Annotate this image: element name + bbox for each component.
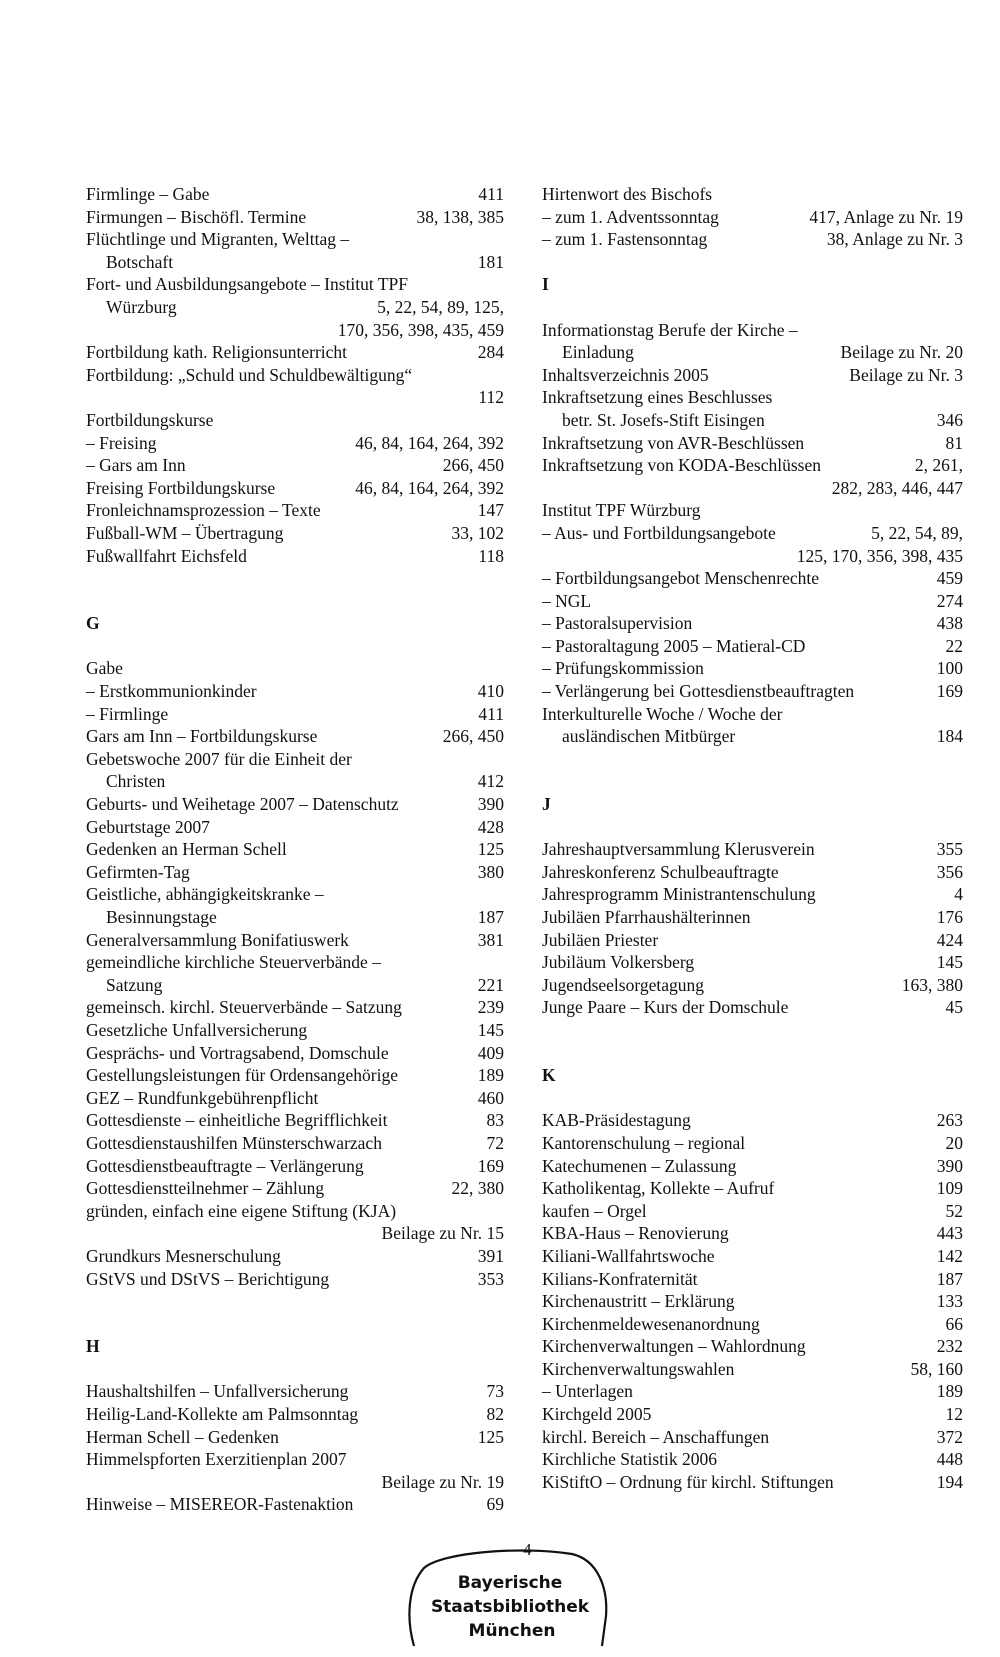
entry-page: Beilage zu Nr. 20 xyxy=(840,342,963,363)
entry-text: ausländischen Mitbürger xyxy=(562,726,736,747)
entry-page: 221 xyxy=(477,974,504,995)
entry-text: Jugendseelsorgetagung xyxy=(542,974,705,995)
entry-page: 176 xyxy=(936,907,963,927)
entry-page: 112 xyxy=(478,387,504,408)
entry-page: 20 xyxy=(945,1132,963,1153)
entry-page: 390 xyxy=(936,1155,963,1176)
entry-text: Gedenken an Herman Schell xyxy=(86,839,287,860)
entry-text: – Pastoralsupervision xyxy=(542,613,693,634)
entry-text: Inkraftsetzung eines Beschlusses xyxy=(542,387,773,408)
index-entry xyxy=(542,974,963,997)
entry-text: Gottesdienstbeauftragte – Verlängerung xyxy=(86,1155,364,1176)
index-entry xyxy=(542,635,963,658)
entry-text: Gesetzliche Unfallversicherung xyxy=(86,1019,308,1040)
entry-page: 142 xyxy=(936,1245,963,1266)
entry-page: 38, 138, 385 xyxy=(416,206,504,227)
index-entry xyxy=(542,1403,963,1426)
index-entry xyxy=(86,206,504,229)
entry-page: 4 xyxy=(954,884,963,905)
entry-page: 274 xyxy=(936,590,963,611)
entry-text: Kirchgeld 2005 xyxy=(542,1404,652,1425)
entry-text: – Verlängerung bei Gottesdienstbeauftragten xyxy=(542,681,855,702)
index-entry xyxy=(542,1290,963,1313)
index-entry xyxy=(86,1042,504,1065)
entry-text: Gottesdienste – einheitliche Begrifflichkeit xyxy=(86,1110,388,1131)
index-entry xyxy=(542,1335,963,1358)
index-entry xyxy=(542,364,963,387)
entry-text: Gabe xyxy=(86,658,123,679)
entry-text: betr. St. Josefs-Stift Eisingen xyxy=(562,409,765,430)
entry-text: kirchl. Bereich – Anschaffungen xyxy=(542,1426,770,1447)
index-entry xyxy=(542,319,963,342)
entry-text: kaufen – Orgel xyxy=(542,1200,647,1221)
entry-page: 145 xyxy=(936,952,963,973)
entry-page: 52 xyxy=(945,1200,963,1221)
entry-text: Kirchliche Statistik 2006 xyxy=(542,1449,717,1470)
entry-page: 381 xyxy=(477,929,504,950)
entry-text: Junge Paare – Kurs der Domschule xyxy=(542,997,789,1018)
entry-text: Fronleichnamsprozession – Texte xyxy=(86,500,321,521)
entry-page: 12 xyxy=(945,1404,963,1425)
section-heading-g: G xyxy=(86,613,100,634)
entry-page: 460 xyxy=(477,1087,504,1108)
entry-text: Jubiläen Priester xyxy=(542,929,659,950)
entry-page: 184 xyxy=(936,726,963,747)
index-entry xyxy=(86,1448,504,1471)
entry-page: 69 xyxy=(486,1494,504,1515)
index-entry xyxy=(86,454,504,477)
section-heading-j: J xyxy=(542,794,551,815)
entry-page: 459 xyxy=(936,568,963,589)
entry-page: 266, 450 xyxy=(442,726,504,747)
stamp-line-2: Staatsbibliothek xyxy=(430,1597,590,1617)
entry-text: Jubiläen Pfarrhaushälterinnen xyxy=(542,907,751,927)
entry-page: 353 xyxy=(477,1268,504,1289)
library-stamp xyxy=(402,1548,622,1648)
entry-text: KAB-Präsidestagung xyxy=(542,1110,691,1131)
index-entry xyxy=(86,770,504,793)
index-entry xyxy=(86,703,504,726)
entry-page: 187 xyxy=(936,1268,963,1289)
entry-text: – Fortbildungsangebot Menschenrechte xyxy=(542,568,820,589)
index-entry xyxy=(542,1471,963,1494)
entry-text: Geburtstage 2007 xyxy=(86,816,210,837)
index-entry xyxy=(542,703,963,726)
entry-text: Kirchenverwaltungswahlen xyxy=(542,1358,735,1379)
entry-page: 22 xyxy=(945,635,963,656)
entry-page: 83 xyxy=(486,1110,504,1131)
entry-page: 169 xyxy=(477,1155,504,1176)
entry-text: Einladung xyxy=(562,342,634,363)
entry-text: Jahresprogramm Ministrantenschulung xyxy=(542,884,816,905)
entry-page: 33, 102 xyxy=(451,522,504,543)
entry-page: 438 xyxy=(936,613,963,634)
entry-text: GStVS und DStVS – Berichtigung xyxy=(86,1268,330,1289)
index-entry xyxy=(86,1087,504,1110)
index-entry xyxy=(86,1245,504,1268)
entry-text: – zum 1. Fastensonntag xyxy=(542,229,708,250)
index-entry xyxy=(542,567,963,590)
entry-text: Generalversammlung Bonifatiuswerk xyxy=(86,929,349,950)
entry-text: Informationstag Berufe der Kirche – xyxy=(542,319,798,340)
entry-page: 181 xyxy=(477,251,504,272)
entry-page: 125, 170, 356, 398, 435 xyxy=(796,545,963,566)
index-entry xyxy=(86,183,504,206)
entry-page: 356 xyxy=(936,861,963,882)
entry-text: Satzung xyxy=(106,974,163,995)
index-entry xyxy=(542,409,963,432)
entry-page: 194 xyxy=(936,1471,963,1492)
entry-text: – Unterlagen xyxy=(542,1381,633,1402)
entry-text: Freising Fortbildungskurse xyxy=(86,477,276,498)
entry-page: 282, 283, 446, 447 xyxy=(831,477,963,498)
entry-text: Heilig-Land-Kollekte am Palmsonntag xyxy=(86,1404,359,1425)
index-entry xyxy=(86,1268,504,1291)
entry-text: – NGL xyxy=(542,590,592,611)
entry-text: Hirtenwort des Bischofs xyxy=(542,184,713,204)
entry-text: Fortbildungskurse xyxy=(86,409,214,430)
entry-page: Beilage zu Nr. 15 xyxy=(381,1223,504,1244)
index-entry xyxy=(86,929,504,952)
entry-page: 5, 22, 54, 89, xyxy=(871,522,963,543)
entry-page: 22, 380 xyxy=(451,1178,504,1199)
index-entry xyxy=(542,612,963,635)
entry-page: 346 xyxy=(936,409,963,430)
entry-page: 239 xyxy=(477,997,504,1018)
entry-text: Fußball-WM – Übertragung xyxy=(86,522,284,543)
index-entry xyxy=(86,432,504,455)
index-entry xyxy=(86,680,504,703)
entry-text: Inkraftsetzung von KODA-Beschlüssen xyxy=(542,455,821,476)
index-entry xyxy=(542,906,963,929)
index-entry xyxy=(542,386,963,409)
index-entry xyxy=(86,1177,504,1200)
index-entry xyxy=(86,545,504,568)
index-entry xyxy=(86,1426,504,1449)
entry-page: 263 xyxy=(936,1110,963,1131)
index-entry xyxy=(86,1200,504,1223)
entry-text: Geistliche, abhängigkeitskranke – xyxy=(86,884,324,905)
index-entry xyxy=(86,477,504,500)
entry-page: 169 xyxy=(936,681,963,702)
entry-page: 72 xyxy=(486,1132,504,1153)
index-entry xyxy=(542,1245,963,1268)
entry-text: Gefirmten-Tag xyxy=(86,861,190,882)
index-entry xyxy=(86,251,504,274)
index-entry xyxy=(86,522,504,545)
entry-page: 170, 356, 398, 435, 459 xyxy=(337,319,504,340)
index-entry xyxy=(542,725,963,748)
entry-text: Gottesdienstteilnehmer – Zählung xyxy=(86,1178,325,1199)
entry-page: Beilage zu Nr. 19 xyxy=(381,1471,504,1492)
index-entry xyxy=(542,432,963,455)
entry-text: Katechumenen – Zulassung xyxy=(542,1155,737,1176)
right-column xyxy=(542,183,963,1493)
stamp-line-3: München xyxy=(468,1621,556,1641)
entry-page: 118 xyxy=(478,545,504,566)
entry-text: Inhaltsverzeichnis 2005 xyxy=(542,364,709,385)
entry-page: 45 xyxy=(945,997,963,1018)
entry-page: 410 xyxy=(477,681,504,702)
index-entry xyxy=(542,1177,963,1200)
index-entry xyxy=(86,1403,504,1426)
entry-page: 125 xyxy=(477,1426,504,1447)
entry-page: 73 xyxy=(486,1381,504,1402)
entry-text: Besinnungstage xyxy=(106,907,217,927)
index-entry xyxy=(86,1493,504,1516)
entry-page: 145 xyxy=(477,1019,504,1040)
index-entry xyxy=(542,1222,963,1245)
entry-page: 232 xyxy=(936,1336,963,1357)
entry-text: KiStiftO – Ordnung für kirchl. Stiftungen xyxy=(542,1471,834,1492)
index-entry xyxy=(542,951,963,974)
index-entry xyxy=(86,974,504,997)
entry-page: 355 xyxy=(936,839,963,860)
entry-page: 100 xyxy=(936,658,963,679)
entry-text: Hinweise – MISEREOR-Fastenaktion xyxy=(86,1494,354,1515)
entry-page: 189 xyxy=(477,1065,504,1086)
stamp-line-1: Bayerische xyxy=(457,1573,563,1593)
index-entry xyxy=(86,748,504,771)
entry-text: – zum 1. Adventssonntag xyxy=(542,206,719,227)
left-column xyxy=(86,183,504,1516)
entry-text: Gesprächs- und Vortragsabend, Domschule xyxy=(86,1042,389,1063)
index-entry xyxy=(86,341,504,364)
entry-page: 133 xyxy=(936,1291,963,1312)
entry-text: Kiliani-Wallfahrtswoche xyxy=(542,1245,715,1266)
index-entry xyxy=(542,996,963,1019)
entry-text: gemeindliche kirchliche Steuerverbände – xyxy=(86,952,381,973)
index-entry xyxy=(542,341,963,364)
entry-text: Institut TPF Würzburg xyxy=(542,500,701,521)
index-entry xyxy=(86,1109,504,1132)
entry-page: 46, 84, 164, 264, 392 xyxy=(355,432,504,453)
entry-page: 372 xyxy=(936,1426,963,1447)
entry-page: 443 xyxy=(936,1223,963,1244)
entry-text: KBA-Haus – Renovierung xyxy=(542,1223,729,1244)
entry-page: 2, 261, xyxy=(914,455,963,476)
entry-text: – Erstkommunionkinder xyxy=(86,681,257,702)
index-entry xyxy=(86,228,504,251)
entry-text: Fort- und Ausbildungsangebote – Institut TPF xyxy=(86,274,408,295)
index-entry xyxy=(86,296,504,319)
entry-page: 5, 22, 54, 89, 125, xyxy=(377,296,504,317)
index-entry xyxy=(542,1155,963,1178)
entry-page: 125 xyxy=(477,839,504,860)
entry-text: – Pastoraltagung 2005 – Matieral-CD xyxy=(542,635,806,656)
entry-text: Firmungen – Bischöfl. Termine xyxy=(86,206,307,227)
entry-page: 38, Anlage zu Nr. 3 xyxy=(826,229,963,250)
index-entry xyxy=(542,1448,963,1471)
index-entry xyxy=(86,364,504,387)
entry-text: Kirchenaustritt – Erklärung xyxy=(542,1291,735,1312)
index-entry xyxy=(86,725,504,748)
entry-text: Jubiläum Volkersberg xyxy=(542,952,695,973)
index-entry xyxy=(86,906,504,929)
entry-page: 82 xyxy=(486,1404,504,1425)
index-entry xyxy=(86,1064,504,1087)
entry-text: Jahreshauptversammlung Klerusverein xyxy=(542,839,815,860)
index-entry xyxy=(542,657,963,680)
entry-text: Gottesdienstaushilfen Münsterschwarzach xyxy=(86,1132,382,1153)
section-heading-k: K xyxy=(542,1065,556,1086)
index-entry xyxy=(86,1132,504,1155)
entry-text: – Gars am Inn xyxy=(86,455,186,476)
entry-text: Jahreskonferenz Schulbeauftragte xyxy=(542,861,779,882)
entry-page: 390 xyxy=(477,794,504,815)
section-heading-i: I xyxy=(542,274,549,295)
entry-text: Kirchenmeldewesenanordnung xyxy=(542,1313,760,1334)
index-entry xyxy=(86,883,504,906)
entry-page: 448 xyxy=(936,1449,963,1470)
entry-text: Inkraftsetzung von AVR-Beschlüssen xyxy=(542,432,805,453)
entry-text: Gars am Inn – Fortbildungskurse xyxy=(86,726,318,747)
entry-page: 428 xyxy=(477,816,504,837)
index-entry xyxy=(542,883,963,906)
index-entry xyxy=(86,409,504,432)
entry-page: 411 xyxy=(478,703,504,724)
entry-page: 411 xyxy=(478,184,504,204)
entry-page: 147 xyxy=(477,500,504,521)
entry-page: 189 xyxy=(936,1381,963,1402)
entry-page: 266, 450 xyxy=(442,455,504,476)
index-entry xyxy=(542,454,963,477)
index-entry xyxy=(542,206,963,229)
index-entry xyxy=(542,680,963,703)
entry-text: Fortbildung: „Schuld und Schuldbewältigung“ xyxy=(86,364,413,385)
entry-text: Katholikentag, Kollekte – Aufruf xyxy=(542,1178,775,1199)
entry-text: Fortbildung kath. Religionsunterricht xyxy=(86,342,348,363)
index-entry xyxy=(542,183,963,206)
entry-page: 81 xyxy=(945,432,963,453)
entry-text: Christen xyxy=(106,771,166,792)
entry-text: – Prüfungskommission xyxy=(542,658,704,679)
index-entry xyxy=(542,1380,963,1403)
entry-page: 412 xyxy=(477,771,504,792)
entry-page: 417, Anlage zu Nr. 19 xyxy=(809,206,963,227)
index-entry xyxy=(542,1200,963,1223)
entry-page: 46, 84, 164, 264, 392 xyxy=(355,477,504,498)
entry-text: gemeinsch. kirchl. Steuerverbände – Satzung xyxy=(86,997,402,1018)
entry-text: Flüchtlinge und Migranten, Welttag – xyxy=(86,229,350,250)
entry-text: – Freising xyxy=(86,432,157,453)
index-entry xyxy=(542,590,963,613)
index-entry xyxy=(542,1132,963,1155)
page-number: 4 xyxy=(523,1540,532,1559)
entry-page: 284 xyxy=(477,342,504,363)
index-entry xyxy=(542,1109,963,1132)
entry-text: Kantorenschulung – regional xyxy=(542,1132,746,1153)
entry-page: 409 xyxy=(477,1042,504,1063)
entry-page: 424 xyxy=(936,929,963,950)
entry-text: – Firmlinge xyxy=(86,703,169,724)
entry-text: Würzburg xyxy=(106,296,177,317)
entry-text: Haushaltshilfen – Unfallversicherung xyxy=(86,1381,349,1402)
index-entry xyxy=(86,816,504,839)
entry-text: – Aus- und Fortbildungsangebote xyxy=(542,522,776,543)
index-entry xyxy=(542,228,963,251)
entry-page: 163, 380 xyxy=(901,974,963,995)
entry-text: Gestellungsleistungen für Ordensangehörige xyxy=(86,1065,399,1086)
entry-text: Interkulturelle Woche / Woche der xyxy=(542,703,783,724)
entry-page: Beilage zu Nr. 3 xyxy=(849,364,963,385)
index-entry xyxy=(86,499,504,522)
index-entry xyxy=(86,657,504,680)
entry-text: GEZ – Rundfunkgebührenpflicht xyxy=(86,1087,319,1108)
entry-page: 66 xyxy=(945,1313,963,1334)
index-entry xyxy=(542,1313,963,1336)
entry-page: 380 xyxy=(477,861,504,882)
section-heading-h: H xyxy=(86,1336,100,1357)
index-entry xyxy=(86,1155,504,1178)
index-entry xyxy=(86,1019,504,1042)
index-entry xyxy=(542,1358,963,1381)
index-entry xyxy=(86,861,504,884)
entry-text: Firmlinge – Gabe xyxy=(86,184,210,204)
entry-text: Kilians-Konfraternität xyxy=(542,1268,698,1289)
index-entry xyxy=(542,838,963,861)
index-entry xyxy=(86,996,504,1019)
entry-text: Fußwallfahrt Eichsfeld xyxy=(86,545,247,566)
index-entry xyxy=(86,273,504,296)
entry-text: gründen, einfach eine eigene Stiftung (KJA) xyxy=(86,1200,397,1221)
entry-text: Botschaft xyxy=(106,251,174,272)
entry-text: Geburts- und Weihetage 2007 – Datenschutz xyxy=(86,794,399,815)
index-entry xyxy=(542,1426,963,1449)
index-entry xyxy=(86,793,504,816)
entry-text: Gebetswoche 2007 für die Einheit der xyxy=(86,748,352,769)
entry-page: 187 xyxy=(477,907,504,927)
entry-text: Herman Schell – Gedenken xyxy=(86,1426,279,1447)
index-entry xyxy=(86,1380,504,1403)
entry-page: 391 xyxy=(477,1245,504,1266)
entry-text: Himmelspforten Exerzitienplan 2007 xyxy=(86,1449,347,1470)
entry-page: 58, 160 xyxy=(910,1358,963,1379)
index-entry xyxy=(542,1268,963,1291)
index-entry xyxy=(542,522,963,545)
index-entry xyxy=(542,861,963,884)
entry-text: Kirchenverwaltungen – Wahlordnung xyxy=(542,1336,806,1357)
index-entry xyxy=(542,499,963,522)
entry-page: 109 xyxy=(936,1178,963,1199)
index-entry xyxy=(86,951,504,974)
entry-text: Grundkurs Mesnerschulung xyxy=(86,1245,281,1266)
index-entry xyxy=(542,929,963,952)
index-entry xyxy=(86,838,504,861)
